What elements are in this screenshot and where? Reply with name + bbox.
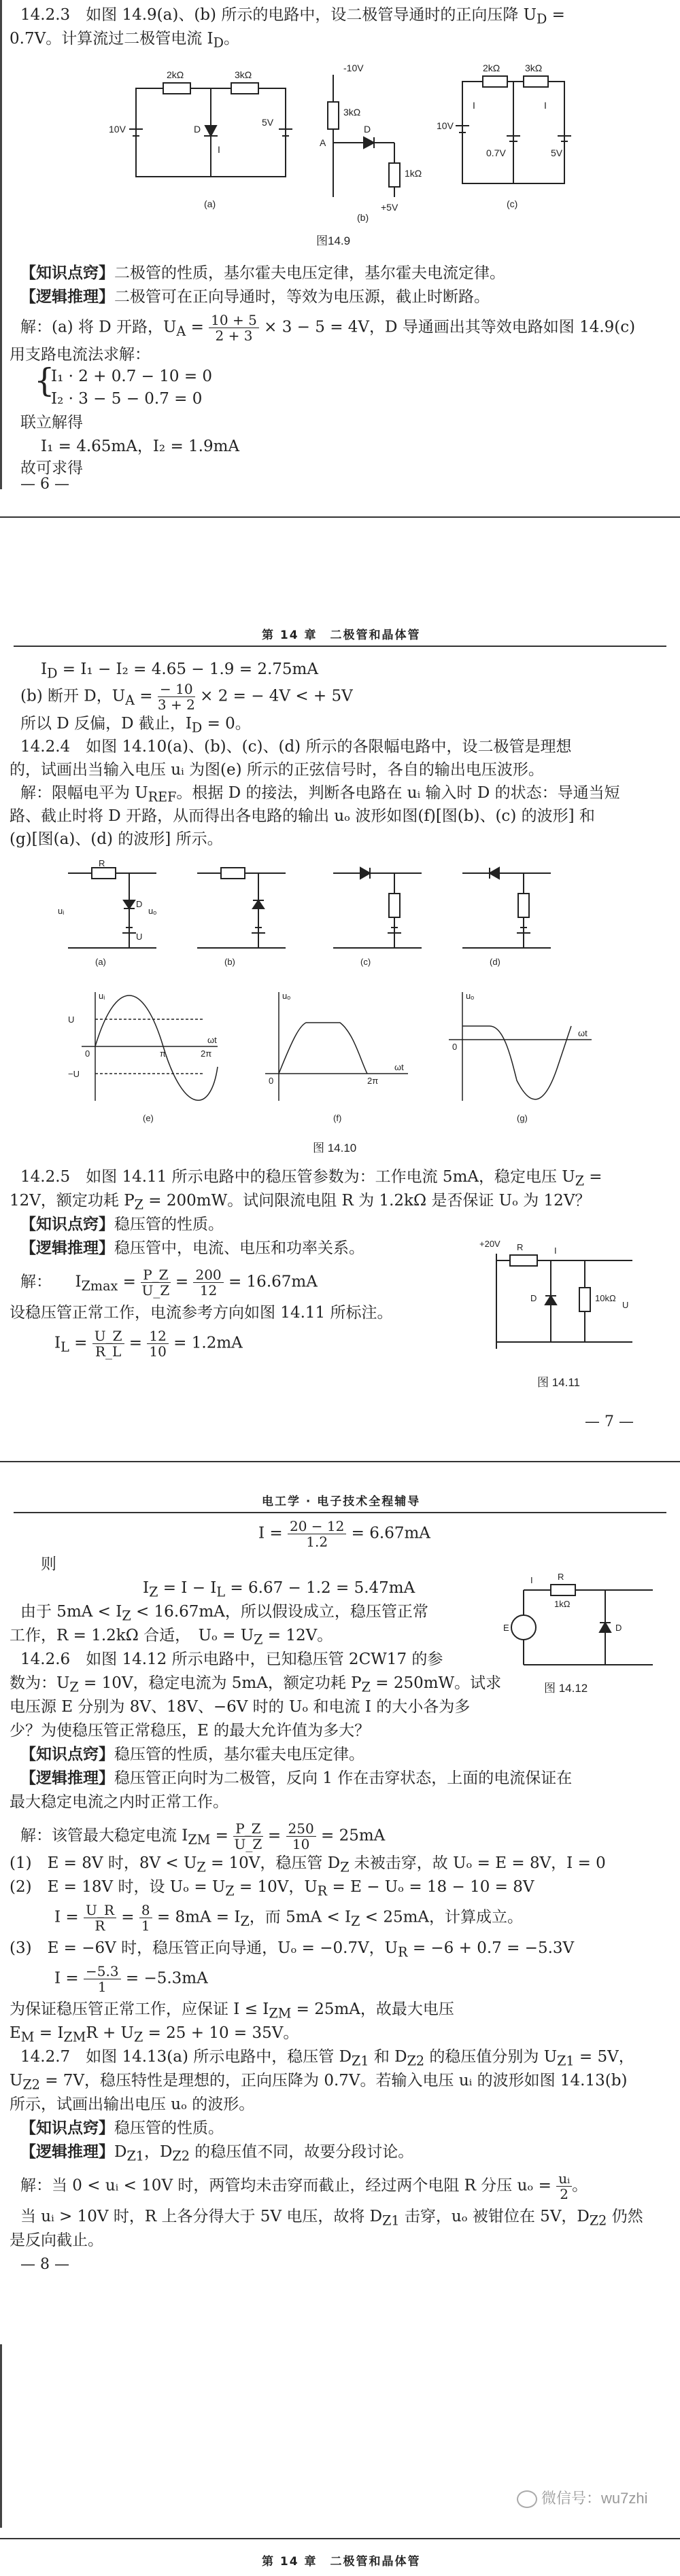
fig-label: 1kΩ xyxy=(554,1599,571,1609)
fraction xyxy=(139,1903,152,1933)
text: = 7V，稳压特性是理想的，正向压降为 0.7V。若输入电压 uᵢ 的波形如图 14.13(b) xyxy=(39,2072,628,2089)
text: 二极管的性质，基尔霍夫电压定律，基尔霍夫电流定律。 xyxy=(114,264,505,282)
fig-label: D xyxy=(615,1623,622,1633)
text: 和 D xyxy=(369,2048,407,2066)
fig-label: (b) xyxy=(357,212,369,223)
sub: ZM xyxy=(188,1832,211,1848)
s-14-2-7-line1 xyxy=(20,2171,588,2202)
izmax-eq xyxy=(20,1267,318,1298)
text: E xyxy=(10,2024,21,2042)
text: 数为：U xyxy=(10,1674,70,1692)
text: I xyxy=(41,660,48,678)
fraction xyxy=(141,1267,170,1298)
page-header: 第 14 章 二极管和晶体管 xyxy=(262,629,421,642)
text: 14.2.3 如图 14.9(a)、(b) 所示的电路中，设二极管导通时的正向压降 U xyxy=(20,6,537,24)
s-14-2-4-line3: (g)[图(a)、(d) 的波形] 所示。 xyxy=(10,830,223,848)
label: 【知识点窍】 xyxy=(20,1746,114,1763)
den: 1 xyxy=(97,1979,107,1995)
label: 【逻辑推理】 xyxy=(20,1239,114,1257)
fraction xyxy=(158,682,195,712)
fig-label: 0.7V xyxy=(486,147,506,158)
s-14-2-6-izm xyxy=(20,1821,385,1852)
text: = xyxy=(547,6,565,24)
solution-a xyxy=(20,313,635,343)
fig-label: R xyxy=(558,1572,564,1582)
fraction xyxy=(288,1519,346,1549)
fig-label: 2kΩ xyxy=(167,69,184,80)
page-number: — 8 — xyxy=(20,2256,69,2273)
text: = 5V， xyxy=(574,2048,634,2066)
sub: D xyxy=(191,720,203,736)
wave-label: U xyxy=(68,1014,75,1025)
den: 12 xyxy=(199,1282,218,1299)
circ-label: (b) xyxy=(224,957,235,967)
page-header: 第 14 章 二极管和晶体管 xyxy=(262,2555,421,2569)
text: 14.2.7 如图 14.13(a) 所示电路中，稳压管 D xyxy=(20,2048,352,2066)
figure-caption: 图14.9 xyxy=(316,234,351,247)
den: R xyxy=(95,1918,105,1934)
label: 【知识点窍】 xyxy=(20,2119,114,2137)
text: = 0。 xyxy=(202,715,251,733)
text: 稳压管的性质。 xyxy=(114,2119,224,2137)
num: 200 xyxy=(193,1267,223,1283)
wave-label: 0 xyxy=(269,1076,274,1086)
fig-label: 5V xyxy=(551,147,563,158)
num: U_R xyxy=(84,1903,116,1918)
fig-label: 5V xyxy=(262,117,274,128)
sub: Z2 xyxy=(22,2077,40,2093)
q-14-2-4-line1: 14.2.4 如图 14.10(a)、(b)、(c)、(d) 所示的各限幅电路中，设二极管是理想 xyxy=(20,738,572,756)
text: 稳压管中，电流、电压和功率关系。 xyxy=(114,1239,364,1257)
fig-label: I xyxy=(473,100,475,111)
fig-label: 2kΩ xyxy=(483,63,500,73)
text: ，而 5mA < I xyxy=(249,1908,352,1926)
den: 2 xyxy=(560,2186,568,2202)
text: (b) 断开 D，U xyxy=(20,687,126,705)
den: 10 xyxy=(292,1836,310,1852)
text: 解：当 0 < uᵢ < 10V 时，两管均未击穿而截止，经过两个电阻 R 分压 uₒ = xyxy=(20,2176,557,2195)
text: = xyxy=(170,1273,194,1291)
text: = −5.3mA xyxy=(120,1969,208,1988)
il-eq xyxy=(54,1328,243,1359)
header-rule xyxy=(14,646,666,647)
text: = xyxy=(134,687,158,705)
text: I xyxy=(143,1579,150,1597)
figure-14-9 xyxy=(109,61,585,224)
label: 【知识点窍】 xyxy=(20,1216,114,1233)
wave-label: (g) xyxy=(517,1113,528,1123)
part-b xyxy=(20,682,353,712)
case-3b xyxy=(54,1964,208,1994)
figure-14-10-circuits xyxy=(54,860,571,975)
text: 稳压管的性质，基尔霍夫电压定律。 xyxy=(114,1746,364,1763)
text: = 10V，U xyxy=(234,1878,318,1896)
text: 12V，额定功耗 P xyxy=(10,1192,135,1210)
num: uᵢ xyxy=(556,2171,572,2187)
circ-label: (a) xyxy=(95,957,106,967)
figure-caption: 图 14.12 xyxy=(544,1682,588,1695)
fig-label: I xyxy=(554,1246,557,1256)
equation-2: I₂ · 3 − 5 − 0.7 = 0 xyxy=(51,390,203,408)
solution-a2: 用支路电流法求解： xyxy=(10,346,150,364)
text: 稳压管的性质。 xyxy=(114,1216,224,1233)
sub: ZM xyxy=(269,2005,292,2022)
text: 击穿，uₒ 被钳位在 5V，D xyxy=(399,2208,590,2225)
den: 1 xyxy=(141,1918,150,1934)
uref-text: U xyxy=(136,932,143,942)
watermark-text: 微信号：wu7zhi xyxy=(541,2490,648,2507)
text: = 200mW。试问限流电阻 R 为 1.2kΩ 是否保证 Uₒ 为 12V？ xyxy=(143,1192,591,1210)
sub: R xyxy=(317,1883,328,1899)
brace: { xyxy=(34,361,55,400)
sub: L xyxy=(216,1584,226,1600)
watermark xyxy=(517,2487,647,2508)
wave-label: −U xyxy=(68,1069,80,1079)
label: 【逻辑推理】 xyxy=(20,2143,114,2161)
case-3 xyxy=(10,1937,574,1964)
fig-label: D xyxy=(194,124,201,135)
s-14-2-7-line2 xyxy=(20,2205,643,2233)
result: I₁ = 4.65mA，I₂ = 1.9mA xyxy=(41,438,240,455)
text: < 16.67mA，所以假设成立，稳压管正常 xyxy=(131,1603,428,1621)
text: = 6.67mA xyxy=(346,1524,430,1542)
text: I xyxy=(54,1334,61,1352)
wave-label: ωt xyxy=(207,1035,217,1045)
i-eq xyxy=(258,1519,430,1549)
text: = I − I xyxy=(158,1579,217,1597)
text: 的稳压值分别为 U xyxy=(424,2048,558,2066)
case-2 xyxy=(10,1875,534,1903)
num: 12 xyxy=(147,1328,168,1344)
num: U_Z xyxy=(92,1328,124,1344)
den: R_L xyxy=(95,1343,122,1360)
sub: D xyxy=(537,11,547,27)
fraction xyxy=(84,1903,116,1933)
sub: R xyxy=(398,1944,408,1960)
text: 工作，R = 1.2kΩ 合适， Uₒ = U xyxy=(10,1627,254,1644)
fig-label: D xyxy=(364,124,371,135)
text: 。 xyxy=(223,30,239,48)
text: (3) E = −6V 时，稳压管正向导通，Uₒ = −0.7V，U xyxy=(10,1939,398,1957)
sub: Z xyxy=(575,1173,584,1189)
text: × 3 − 5 = 4V，D 导通画出其等效电路如图 14.9(c) xyxy=(258,318,636,336)
text: 。根据 D 的接法，判断各电路在 uᵢ 输入时 D 的状态：导通当短 xyxy=(176,784,620,802)
num: −5.3 xyxy=(84,1964,121,1979)
text: = 12V。 xyxy=(262,1627,333,1644)
num: P_Z xyxy=(141,1267,170,1283)
wave-label: ωt xyxy=(578,1028,588,1038)
fraction xyxy=(286,1821,316,1852)
sub: Z xyxy=(133,2029,143,2045)
sub: M xyxy=(20,2029,35,2045)
sub: Z xyxy=(351,1913,360,1930)
fig-label: I xyxy=(530,1575,533,1585)
wave-label: uₒ xyxy=(282,991,291,1001)
logic-reasoning: 【逻辑推理】$D_{Z1}$，$D_{Z2}$ 的稳压值不同，故要分段讨论。 xyxy=(20,2143,414,2164)
knowledge-point xyxy=(20,262,505,285)
sub: Z xyxy=(240,1913,250,1930)
logic-reasoning xyxy=(20,1237,364,1260)
figure-14-12 xyxy=(503,1570,666,1678)
wave-label: 2π xyxy=(201,1048,212,1059)
text: R + U xyxy=(86,2024,134,2042)
sub: Z1 xyxy=(352,2053,369,2069)
sub: Z xyxy=(340,1859,350,1875)
sub: Z xyxy=(69,1679,79,1695)
q-14-2-6-line3: 电压源 E 分别为 8V、18V、−6V 时的 Uₒ 和电流 I 的大小各为多 xyxy=(10,1698,471,1716)
page-left-edge xyxy=(0,2344,2,2528)
sub: Z1 xyxy=(382,2212,400,2229)
text: = I xyxy=(34,2024,64,2042)
text: = 1.2mA xyxy=(168,1334,243,1352)
wave-label: π xyxy=(160,1048,166,1059)
fig-label: 10V xyxy=(437,120,454,131)
figure-caption: 图 14.11 xyxy=(537,1376,581,1389)
fig-label: 3kΩ xyxy=(343,107,361,118)
text: = xyxy=(186,318,209,336)
wave-label: 0 xyxy=(452,1042,458,1052)
sub: Zmax xyxy=(81,1278,118,1294)
text: = −6 + 0.7 = −5.3V xyxy=(407,1939,575,1957)
fig-label: 10V xyxy=(109,124,126,135)
fig-label: D xyxy=(530,1293,537,1303)
fig-label: 1kΩ xyxy=(405,168,422,179)
fraction xyxy=(556,2171,572,2202)
text: 由于 5mA < I xyxy=(20,1603,122,1621)
then: 故可求得 xyxy=(20,459,83,477)
fig-label: 10kΩ xyxy=(595,1293,616,1303)
text: = 10V，稳压管 D xyxy=(205,1854,341,1872)
header-rule xyxy=(14,1512,666,1513)
fig-label: 3kΩ xyxy=(235,69,252,80)
sub: Z xyxy=(149,1584,158,1600)
logic-reasoning xyxy=(20,1767,572,1790)
q-14-2-4-line2: 的，试画出当输入电压 uᵢ 为图(e) 所示的正弦信号时，各自的输出电压波形。 xyxy=(10,761,544,779)
den: U_Z xyxy=(234,1836,262,1852)
wave-label: (e) xyxy=(143,1113,154,1123)
text: < 25mA，计算成立。 xyxy=(360,1908,524,1926)
num: 10 + 5 xyxy=(209,313,259,328)
logic-reasoning xyxy=(20,285,490,308)
text: 所以 D 反偏，D 截止，I xyxy=(20,715,192,733)
sub: Z2 xyxy=(407,2053,425,2069)
assume-line: 设稳压管正常工作，电流参考方向如图 14.11 所标注。 xyxy=(10,1304,393,1322)
fraction xyxy=(233,1821,262,1852)
page-left-edge xyxy=(0,0,2,489)
text: = 25 + 10 = 35V。 xyxy=(143,2024,299,2042)
fig-label: +20V xyxy=(479,1239,500,1249)
wave-label: uᵢ xyxy=(99,991,105,1001)
equation-1: I₁ · 2 + 0.7 − 10 = 0 xyxy=(51,368,213,385)
text: = xyxy=(262,1827,286,1845)
circ-label: uₒ xyxy=(148,906,157,916)
sub: Z xyxy=(254,1631,263,1648)
den: 1.2 xyxy=(306,1534,328,1550)
text: 。 xyxy=(572,2176,588,2195)
fig-label: (a) xyxy=(204,198,216,209)
den: 10 xyxy=(149,1343,167,1360)
circ-label: R xyxy=(99,860,105,868)
sub: REF xyxy=(148,789,177,805)
sub: A xyxy=(176,323,186,340)
den: U_Z xyxy=(141,1282,170,1299)
q-14-2-6-line1: 14.2.6 如图 14.12 所示电路中，已知稳压管 2CW17 的参 xyxy=(20,1651,443,1668)
text: I = xyxy=(258,1524,288,1542)
fraction xyxy=(209,313,259,343)
text: 14.2.5 如图 14.11 所示电路中的稳压管参数为：工作电流 5mA，稳定电压 U xyxy=(20,1168,575,1186)
text: = xyxy=(210,1827,234,1845)
q-14-2-7-line3: 所示，试画出输出电压 uₒ 的波形。 xyxy=(10,2096,255,2113)
circ-label: uᵢ xyxy=(58,906,65,916)
num: − 10 xyxy=(158,682,195,697)
figure-14-10-waveforms xyxy=(68,985,598,1128)
text: = 10V，稳定电流为 5mA，额定功耗 P xyxy=(78,1674,362,1692)
text: = I₁ − I₂ = 4.65 − 1.9 = 2.75mA xyxy=(57,660,318,678)
page-separator xyxy=(0,516,680,518)
s-14-2-7-line3: 是反向截止。 xyxy=(10,2231,103,2249)
fraction xyxy=(193,1267,223,1298)
sub: ZM xyxy=(63,2029,86,2045)
fig-label: E xyxy=(503,1623,509,1633)
text: = xyxy=(118,1273,141,1291)
text: = 6.67 − 1.2 = 5.47mA xyxy=(225,1579,415,1597)
num: 8 xyxy=(139,1903,152,1918)
text: = xyxy=(124,1334,148,1352)
text: I = xyxy=(54,1908,84,1926)
label: 【知识点窍】 xyxy=(20,264,114,282)
knowledge-point xyxy=(20,2117,224,2140)
page-separator xyxy=(0,1461,680,1462)
text: D xyxy=(114,2143,127,2161)
text: (1) E = 8V 时，8V < U xyxy=(10,1854,197,1872)
q-14-2-6-line4: 少？为使稳压管正常稳压，E 的最大允许值为多大？ xyxy=(10,1722,371,1740)
fig-label: +5V xyxy=(381,202,398,213)
page-header: 电工学 · 电子技术全程辅导 xyxy=(262,1495,421,1508)
circ-label: D xyxy=(136,899,143,909)
text: U xyxy=(10,2072,23,2089)
fraction xyxy=(147,1328,168,1359)
text: = 25mA，故最大电压 xyxy=(291,2000,454,2018)
sub: D xyxy=(213,35,224,51)
fraction xyxy=(84,1964,121,1994)
text: = E − Uₒ = 18 − 10 = 8V xyxy=(327,1878,534,1896)
text: 解：限幅电平为 U xyxy=(20,784,148,802)
text: = 25mA xyxy=(316,1827,386,1845)
fig-label: I xyxy=(544,100,547,111)
text: I = xyxy=(54,1969,84,1988)
text: = 16.67mA xyxy=(223,1273,318,1291)
text: × 2 = − 4V < + 5V xyxy=(194,687,353,705)
sub: Z1 xyxy=(557,2053,575,2069)
sub: Z xyxy=(197,1859,206,1875)
text: = xyxy=(69,1334,92,1352)
fig-label: I xyxy=(218,144,220,155)
wave-label: (f) xyxy=(333,1113,342,1123)
sub: L xyxy=(61,1339,69,1356)
sub: Z xyxy=(134,1197,143,1213)
text: 未被击穿，故 Uₒ = E = 8V，I = 0 xyxy=(349,1854,606,1872)
label: 【逻辑推理】 xyxy=(20,288,114,306)
wave-label: ωt xyxy=(394,1062,404,1072)
then: 则 xyxy=(41,1555,56,1573)
sub: Z2 xyxy=(172,2148,190,2164)
text: (2) E = 18V 时，设 Uₒ = U xyxy=(10,1878,226,1896)
circ-label xyxy=(136,932,142,942)
wave-label: 2π xyxy=(367,1076,379,1086)
text: 二极管可在正向导通时，等效为电压源，截止时断路。 xyxy=(114,288,490,306)
text: 0.7V。计算流过二极管电流 I xyxy=(10,30,214,48)
circ-label: (c) xyxy=(360,957,371,967)
sub: Z xyxy=(122,1608,131,1624)
fig-label: (c) xyxy=(507,198,518,209)
label: 【逻辑推理】 xyxy=(20,1769,114,1787)
num: 250 xyxy=(286,1821,316,1837)
fig-label: A xyxy=(320,137,326,148)
text: = xyxy=(116,1908,139,1926)
fraction xyxy=(92,1328,124,1359)
solve-label: 联立解得 xyxy=(20,414,83,431)
page-number: — 7 — xyxy=(585,1413,634,1430)
text: 解： xyxy=(20,1273,44,1291)
knowledge-point xyxy=(20,1213,224,1236)
text: 稳压管正向时为二极管，反向 1 作在击穿状态，上面的电流保证在 xyxy=(114,1769,573,1787)
text: 为保证稳压管正常工作，应保证 I ≤ I xyxy=(10,2000,269,2018)
sub: Z xyxy=(225,1883,235,1899)
logic-reasoning-2: 最大稳定电流之内时正常工作。 xyxy=(10,1793,228,1811)
fig-label: 3kΩ xyxy=(525,63,543,73)
den: 3 + 2 xyxy=(157,696,195,713)
sub: Z2 xyxy=(589,2212,607,2229)
num: P_Z xyxy=(233,1821,262,1837)
text: 解：该管最大稳定电流 I xyxy=(20,1827,188,1845)
text: = 250mW。试求 xyxy=(370,1674,502,1692)
text: = xyxy=(584,1168,602,1186)
page-number: — 6 — xyxy=(20,476,69,493)
sub: Z xyxy=(361,1679,371,1695)
num: 20 − 12 xyxy=(288,1519,346,1534)
den: 2 + 3 xyxy=(215,328,253,344)
text: I xyxy=(75,1273,82,1291)
sub: A xyxy=(125,692,135,709)
circ-label: (d) xyxy=(490,957,500,967)
knowledge-point xyxy=(20,1743,364,1766)
page-separator xyxy=(0,2538,680,2539)
text: = 8mA = I xyxy=(152,1908,241,1926)
sub: Z1 xyxy=(126,2148,144,2164)
wave-label: 0 xyxy=(85,1048,90,1059)
fig-label: U xyxy=(622,1300,629,1310)
figure-caption: 图 14.10 xyxy=(313,1142,357,1154)
fig-label: -10V xyxy=(343,63,364,73)
wechat-icon xyxy=(517,2490,537,2508)
text: 的稳压值不同，故要分段讨论。 xyxy=(189,2143,414,2161)
wave-label: uₒ xyxy=(466,991,475,1001)
text: 解：(a) 将 D 开路，U xyxy=(20,318,177,336)
case-2b xyxy=(54,1903,523,1933)
s-14-2-4-line2: 路、截止时将 D 开路，从而得出各电路的输出 uₒ 波形如图(f)[图(b)、(c) 的波形] 和 xyxy=(10,807,595,825)
text: 仍然 xyxy=(607,2208,643,2225)
text: 当 uᵢ > 10V 时，R 上各分得大于 5V 电压，故将 D xyxy=(20,2208,383,2225)
figure-14-11 xyxy=(476,1233,653,1369)
fig-label: R xyxy=(517,1242,524,1252)
q-14-2-3-line2 xyxy=(10,27,239,55)
sub: D xyxy=(47,665,58,682)
